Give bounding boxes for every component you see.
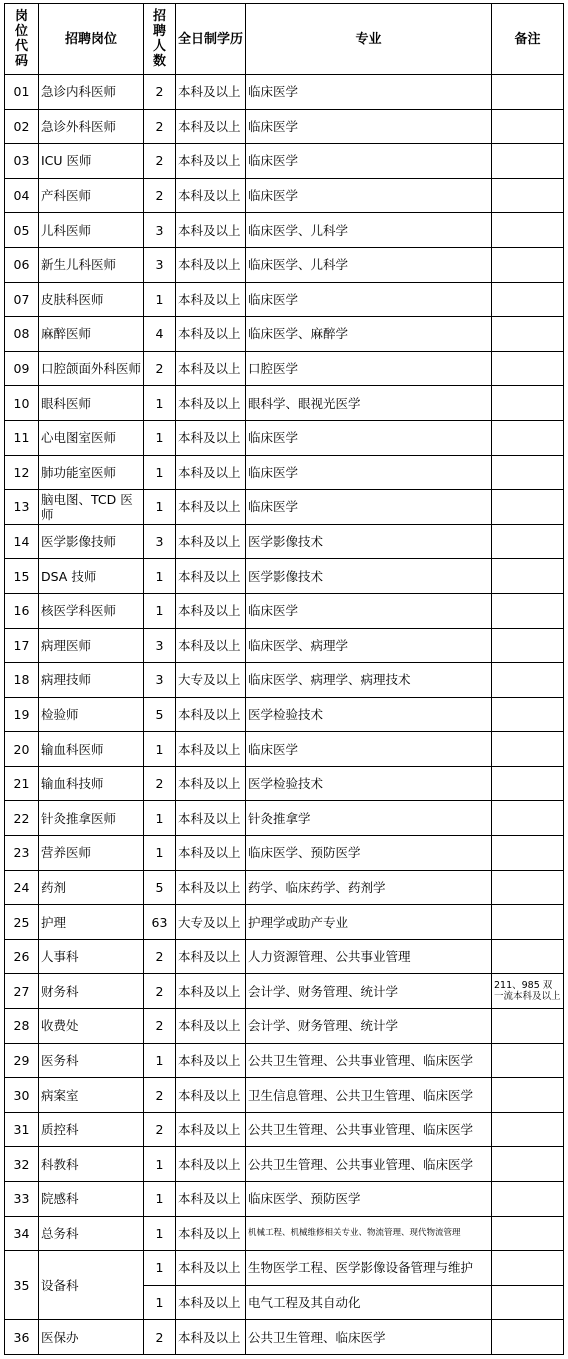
- cell-position: 心电图室医师: [39, 420, 144, 455]
- table-row: [5, 766, 564, 801]
- cell-major: 临床医学、预防医学: [246, 836, 492, 871]
- cell-position: 麻醉医师: [39, 317, 144, 352]
- cell-position: 脑电图、TCD 医师: [39, 490, 144, 525]
- cell-education: 本科及以上: [176, 628, 246, 663]
- cell-note: [492, 1216, 564, 1251]
- cell-education: 本科及以上: [176, 1112, 246, 1147]
- cell-position: 设备科: [39, 1251, 144, 1320]
- cell-code: 01: [5, 75, 39, 110]
- cell-code: 25: [5, 905, 39, 940]
- table-row: [5, 317, 564, 352]
- cell-major: 临床医学: [246, 420, 492, 455]
- cell-major: 公共卫生管理、临床医学: [246, 1320, 492, 1355]
- cell-count: 1: [144, 386, 176, 421]
- cell-code: 05: [5, 213, 39, 248]
- cell-note: [492, 213, 564, 248]
- cell-count: 2: [144, 351, 176, 386]
- cell-note: [492, 939, 564, 974]
- cell-note: [492, 420, 564, 455]
- cell-position: 儿科医师: [39, 213, 144, 248]
- cell-count: 1: [144, 732, 176, 767]
- table-row: [5, 1216, 564, 1251]
- cell-note: [492, 663, 564, 698]
- table-row: [5, 109, 564, 144]
- cell-major: 临床医学、预防医学: [246, 1182, 492, 1217]
- cell-code: 29: [5, 1043, 39, 1078]
- cell-education: 本科及以上: [176, 1320, 246, 1355]
- cell-count: 1: [144, 593, 176, 628]
- cell-note: [492, 109, 564, 144]
- cell-code: 02: [5, 109, 39, 144]
- cell-note: [492, 1320, 564, 1355]
- cell-note: [492, 386, 564, 421]
- cell-position: 科教科: [39, 1147, 144, 1182]
- cell-code: 13: [5, 490, 39, 525]
- table-row: [5, 1182, 564, 1217]
- table-body: [5, 75, 564, 1355]
- cell-major: 临床医学: [246, 455, 492, 490]
- cell-count: 2: [144, 144, 176, 179]
- cell-education: 本科及以上: [176, 1251, 246, 1286]
- cell-note: [492, 317, 564, 352]
- table-row: [5, 732, 564, 767]
- cell-code: 18: [5, 663, 39, 698]
- cell-education: 本科及以上: [176, 1216, 246, 1251]
- cell-position: 病理医师: [39, 628, 144, 663]
- cell-position: 急诊内科医师: [39, 75, 144, 110]
- cell-count: 1: [144, 420, 176, 455]
- cell-count: 1: [144, 1043, 176, 1078]
- cell-code: 12: [5, 455, 39, 490]
- cell-note: [492, 593, 564, 628]
- cell-position: 病案室: [39, 1078, 144, 1113]
- cell-education: 大专及以上: [176, 905, 246, 940]
- cell-education: 本科及以上: [176, 1285, 246, 1320]
- table-row: [5, 905, 564, 940]
- cell-major: 机械工程、机械维修相关专业、物流管理、现代物流管理: [246, 1216, 492, 1251]
- cell-note: [492, 1043, 564, 1078]
- cell-count: 4: [144, 317, 176, 352]
- table-row: [5, 455, 564, 490]
- cell-count: 1: [144, 836, 176, 871]
- cell-education: 本科及以上: [176, 144, 246, 179]
- cell-code: 10: [5, 386, 39, 421]
- cell-major: 生物医学工程、医学影像设备管理与维护: [246, 1251, 492, 1286]
- cell-count: 1: [144, 1147, 176, 1182]
- cell-position: 产科医师: [39, 178, 144, 213]
- cell-position: 财务科: [39, 974, 144, 1009]
- cell-major: 临床医学、儿科学: [246, 213, 492, 248]
- cell-major: 临床医学: [246, 490, 492, 525]
- cell-major: 护理学或助产专业: [246, 905, 492, 940]
- cell-major: 临床医学: [246, 109, 492, 144]
- cell-code: 08: [5, 317, 39, 352]
- cell-note: [492, 1285, 564, 1320]
- cell-major: 药学、临床药学、药剂学: [246, 870, 492, 905]
- cell-code: 16: [5, 593, 39, 628]
- cell-count: 1: [144, 1216, 176, 1251]
- cell-code: 34: [5, 1216, 39, 1251]
- recruitment-table: [4, 3, 564, 1355]
- header-code: 岗位代码: [5, 4, 39, 75]
- cell-count: 2: [144, 1078, 176, 1113]
- cell-note: [492, 282, 564, 317]
- cell-education: 本科及以上: [176, 732, 246, 767]
- cell-position: DSA 技师: [39, 559, 144, 594]
- cell-position: 护理: [39, 905, 144, 940]
- table-row: [5, 213, 564, 248]
- cell-major: 临床医学: [246, 732, 492, 767]
- cell-code: 14: [5, 524, 39, 559]
- table-header: [5, 4, 564, 75]
- cell-count: 5: [144, 697, 176, 732]
- cell-position: 总务科: [39, 1216, 144, 1251]
- table-row: [5, 282, 564, 317]
- cell-major: 眼科学、眼视光医学: [246, 386, 492, 421]
- table-row: [5, 663, 564, 698]
- cell-major: 医学检验技术: [246, 697, 492, 732]
- cell-position: 病理技师: [39, 663, 144, 698]
- cell-education: 本科及以上: [176, 1147, 246, 1182]
- cell-count: 1: [144, 559, 176, 594]
- cell-code: 11: [5, 420, 39, 455]
- cell-code: 24: [5, 870, 39, 905]
- cell-note: [492, 801, 564, 836]
- cell-position: 输血科技师: [39, 766, 144, 801]
- cell-education: 本科及以上: [176, 282, 246, 317]
- cell-position: 质控科: [39, 1112, 144, 1147]
- header-education: 全日制学历: [176, 4, 246, 75]
- cell-count: 3: [144, 628, 176, 663]
- cell-education: 本科及以上: [176, 75, 246, 110]
- cell-position: 院感科: [39, 1182, 144, 1217]
- table-row: [5, 593, 564, 628]
- cell-education: 本科及以上: [176, 455, 246, 490]
- cell-code: 04: [5, 178, 39, 213]
- cell-major: 临床医学: [246, 75, 492, 110]
- header-note: 备注: [492, 4, 564, 75]
- cell-major: 临床医学、麻醉学: [246, 317, 492, 352]
- cell-position: 收费处: [39, 1009, 144, 1044]
- cell-count: 2: [144, 1320, 176, 1355]
- cell-education: 本科及以上: [176, 213, 246, 248]
- cell-major: 公共卫生管理、公共事业管理、临床医学: [246, 1147, 492, 1182]
- cell-count: 2: [144, 766, 176, 801]
- cell-code: 33: [5, 1182, 39, 1217]
- table-row: [5, 490, 564, 525]
- cell-count: 1: [144, 490, 176, 525]
- cell-note: [492, 1009, 564, 1044]
- cell-code: 35: [5, 1251, 39, 1320]
- cell-major: 公共卫生管理、公共事业管理、临床医学: [246, 1112, 492, 1147]
- cell-major: 公共卫生管理、公共事业管理、临床医学: [246, 1043, 492, 1078]
- cell-note: [492, 455, 564, 490]
- cell-code: 20: [5, 732, 39, 767]
- cell-count: 2: [144, 1009, 176, 1044]
- table-row: [5, 144, 564, 179]
- cell-position: ICU 医师: [39, 144, 144, 179]
- table-row: [5, 836, 564, 871]
- cell-note: [492, 870, 564, 905]
- table-row: [5, 351, 564, 386]
- cell-code: 22: [5, 801, 39, 836]
- table-row: [5, 974, 564, 1009]
- cell-note: [492, 524, 564, 559]
- cell-count: 3: [144, 213, 176, 248]
- cell-count: 2: [144, 939, 176, 974]
- cell-position: 检验师: [39, 697, 144, 732]
- cell-position: 输血科医师: [39, 732, 144, 767]
- cell-code: 26: [5, 939, 39, 974]
- cell-note: [492, 559, 564, 594]
- cell-major: 临床医学: [246, 178, 492, 213]
- cell-education: 本科及以上: [176, 178, 246, 213]
- cell-major: 电气工程及其自动化: [246, 1285, 492, 1320]
- cell-note: [492, 1112, 564, 1147]
- cell-education: 本科及以上: [176, 317, 246, 352]
- cell-education: 本科及以上: [176, 1078, 246, 1113]
- cell-education: 本科及以上: [176, 801, 246, 836]
- cell-code: 06: [5, 247, 39, 282]
- cell-code: 15: [5, 559, 39, 594]
- cell-education: 本科及以上: [176, 109, 246, 144]
- header-position: 招聘岗位: [39, 4, 144, 75]
- cell-position: 药剂: [39, 870, 144, 905]
- cell-code: 07: [5, 282, 39, 317]
- cell-major: 卫生信息管理、公共卫生管理、临床医学: [246, 1078, 492, 1113]
- cell-count: 1: [144, 1285, 176, 1320]
- cell-note: [492, 1182, 564, 1217]
- cell-count: 3: [144, 524, 176, 559]
- table-row: [5, 1112, 564, 1147]
- cell-major: 会计学、财务管理、统计学: [246, 1009, 492, 1044]
- cell-major: 医学影像技术: [246, 559, 492, 594]
- cell-note: [492, 905, 564, 940]
- cell-code: 31: [5, 1112, 39, 1147]
- cell-code: 36: [5, 1320, 39, 1355]
- cell-education: 本科及以上: [176, 870, 246, 905]
- cell-major: 医学检验技术: [246, 766, 492, 801]
- cell-position: 针灸推拿医师: [39, 801, 144, 836]
- cell-code: 03: [5, 144, 39, 179]
- cell-note: [492, 1147, 564, 1182]
- cell-major: 会计学、财务管理、统计学: [246, 974, 492, 1009]
- cell-position: 人事科: [39, 939, 144, 974]
- cell-education: 本科及以上: [176, 697, 246, 732]
- cell-note: [492, 697, 564, 732]
- cell-note: [492, 351, 564, 386]
- cell-major: 临床医学、儿科学: [246, 247, 492, 282]
- cell-education: 本科及以上: [176, 766, 246, 801]
- table-row: [5, 697, 564, 732]
- cell-education: 本科及以上: [176, 386, 246, 421]
- table-row: [5, 247, 564, 282]
- cell-note: [492, 247, 564, 282]
- table-row: [5, 420, 564, 455]
- cell-position: 新生儿科医师: [39, 247, 144, 282]
- cell-major: 临床医学、病理学、病理技术: [246, 663, 492, 698]
- cell-education: 本科及以上: [176, 1009, 246, 1044]
- header-count: 招聘人数: [144, 4, 176, 75]
- cell-education: 本科及以上: [176, 420, 246, 455]
- cell-code: 17: [5, 628, 39, 663]
- table-row: [5, 870, 564, 905]
- cell-code: 09: [5, 351, 39, 386]
- cell-code: 32: [5, 1147, 39, 1182]
- table-row: [5, 178, 564, 213]
- cell-education: 本科及以上: [176, 1182, 246, 1217]
- cell-major: 临床医学: [246, 144, 492, 179]
- cell-position: 医务科: [39, 1043, 144, 1078]
- cell-education: 本科及以上: [176, 524, 246, 559]
- cell-code: 19: [5, 697, 39, 732]
- cell-count: 2: [144, 178, 176, 213]
- cell-note: [492, 766, 564, 801]
- cell-note: [492, 1078, 564, 1113]
- table-row-35a: [5, 1251, 564, 1286]
- cell-education: 本科及以上: [176, 247, 246, 282]
- cell-position: 眼科医师: [39, 386, 144, 421]
- cell-count: 3: [144, 247, 176, 282]
- cell-count: 2: [144, 1112, 176, 1147]
- cell-note: 211、985 双一流本科及以上: [492, 974, 564, 1009]
- cell-education: 本科及以上: [176, 593, 246, 628]
- table-row-36: [5, 1320, 564, 1355]
- cell-note: [492, 1251, 564, 1286]
- cell-note: [492, 836, 564, 871]
- cell-count: 1: [144, 1182, 176, 1217]
- cell-code: 21: [5, 766, 39, 801]
- cell-position: 肺功能室医师: [39, 455, 144, 490]
- cell-position: 核医学科医师: [39, 593, 144, 628]
- cell-count: 63: [144, 905, 176, 940]
- table-row: [5, 1078, 564, 1113]
- cell-education: 大专及以上: [176, 663, 246, 698]
- cell-position: 皮肤科医师: [39, 282, 144, 317]
- cell-education: 本科及以上: [176, 1043, 246, 1078]
- cell-position: 医保办: [39, 1320, 144, 1355]
- cell-count: 1: [144, 801, 176, 836]
- table-row: [5, 1009, 564, 1044]
- table-row: [5, 524, 564, 559]
- cell-position: 营养医师: [39, 836, 144, 871]
- cell-note: [492, 490, 564, 525]
- cell-note: [492, 75, 564, 110]
- cell-major: 临床医学: [246, 593, 492, 628]
- cell-education: 本科及以上: [176, 490, 246, 525]
- cell-education: 本科及以上: [176, 836, 246, 871]
- cell-education: 本科及以上: [176, 939, 246, 974]
- cell-count: 1: [144, 282, 176, 317]
- cell-education: 本科及以上: [176, 351, 246, 386]
- table-row: [5, 1147, 564, 1182]
- table-row: [5, 386, 564, 421]
- cell-note: [492, 732, 564, 767]
- cell-count: 2: [144, 974, 176, 1009]
- cell-position: 医学影像技师: [39, 524, 144, 559]
- cell-note: [492, 178, 564, 213]
- cell-code: 30: [5, 1078, 39, 1113]
- cell-education: 本科及以上: [176, 559, 246, 594]
- cell-major: 临床医学: [246, 282, 492, 317]
- table-row: [5, 628, 564, 663]
- cell-major: 医学影像技术: [246, 524, 492, 559]
- cell-position: 口腔颌面外科医师: [39, 351, 144, 386]
- table-row: [5, 801, 564, 836]
- cell-count: 2: [144, 109, 176, 144]
- table-row: [5, 1043, 564, 1078]
- cell-major: 临床医学、病理学: [246, 628, 492, 663]
- cell-count: 1: [144, 1251, 176, 1286]
- cell-major: 针灸推拿学: [246, 801, 492, 836]
- cell-code: 28: [5, 1009, 39, 1044]
- cell-note: [492, 628, 564, 663]
- cell-code: 23: [5, 836, 39, 871]
- header-major: 专业: [246, 4, 492, 75]
- cell-position: 急诊外科医师: [39, 109, 144, 144]
- cell-count: 3: [144, 663, 176, 698]
- cell-count: 2: [144, 75, 176, 110]
- cell-code: 27: [5, 974, 39, 1009]
- cell-major: 人力资源管理、公共事业管理: [246, 939, 492, 974]
- cell-count: 1: [144, 455, 176, 490]
- table-row: [5, 75, 564, 110]
- cell-major: 口腔医学: [246, 351, 492, 386]
- table-row: [5, 559, 564, 594]
- cell-education: 本科及以上: [176, 974, 246, 1009]
- table-row: [5, 939, 564, 974]
- cell-count: 5: [144, 870, 176, 905]
- cell-note: [492, 144, 564, 179]
